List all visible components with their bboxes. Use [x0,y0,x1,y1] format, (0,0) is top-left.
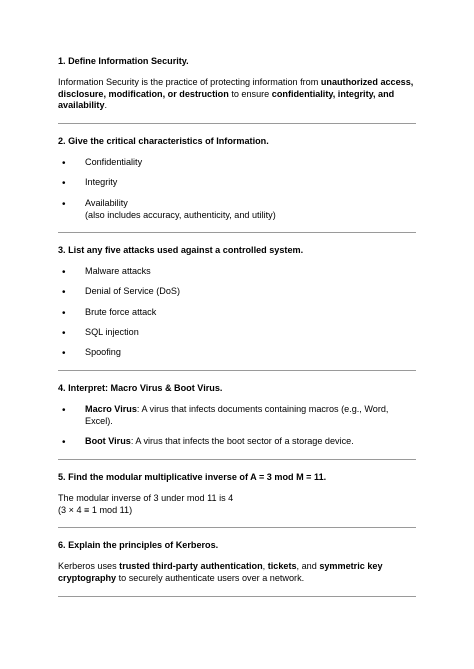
list-item [58,177,416,189]
section-4-title: 4. Interpret: Macro Virus & Boot Virus. [58,383,223,394]
bullet-icon: • [62,437,66,449]
answer-text: Information Security is the practice of protecting information from [58,76,321,87]
characteristics-list [58,157,416,221]
list-item-text: Brute force attack [85,306,157,317]
list-item-text: Spoofing [85,347,121,358]
answer-bold-text: confidentiality, integrity, and availability [58,88,395,111]
answer-bold-text: trusted third-party authentication [119,561,263,572]
attacks-list [58,266,416,359]
list-item [58,327,416,339]
answer-text: , and [296,561,320,572]
section-divider [58,123,416,124]
answer-bold-text: unauthorized access, disclosure, modification, or destruction [58,76,414,99]
section-5-answer [58,493,416,517]
section-3-title: 3. List any five attacks used against a controlled system. [58,245,304,256]
answer-line: The modular inverse of 3 under mod 11 is 4 [58,492,234,503]
section-divider [58,459,416,460]
bullet-icon: • [62,267,66,279]
section-6-title: 6. Explain the principles of Kerberos. [58,540,219,551]
list-item-text: SQL injection [85,327,139,338]
list-item-text: Confidentiality [85,157,143,168]
section-divider [58,527,416,528]
list-item-text: Denial of Service (DoS) [85,286,181,297]
section-6-answer [58,561,416,585]
list-item-term: Boot Virus [85,436,131,447]
list-item-text: Malware attacks [85,266,151,277]
answer-bold-text: symmetric key cryptography [58,561,383,583]
section-5-title: 5. Find the modular multiplicative inverse of A = 3 mod M = 11. [58,471,327,482]
section-2-title: 2. Give the critical characteristics of Information. [58,136,269,147]
list-item [58,347,416,359]
bullet-icon: • [62,198,66,210]
section-divider [58,232,416,233]
list-item [58,436,416,448]
answer-text: Kerberos uses [58,561,120,572]
list-item-text: : A virus that infects documents containing macros (e.g., Word, Excel). [85,404,389,426]
bullet-icon: • [62,328,66,340]
list-item-subtext: (also includes accuracy, authenticity, and utility) [85,209,276,220]
answer-text: . [104,100,108,111]
answer-text: , [262,561,268,572]
section-4 [58,383,416,448]
answer-bold-text: tickets [267,561,297,572]
virus-list [58,404,416,448]
list-item [58,286,416,298]
section-1-title: 1. Define Information Security. [58,56,189,66]
section-6 [58,540,416,584]
list-item [58,266,416,278]
section-2 [58,136,416,221]
list-item [58,157,416,169]
bullet-icon: • [62,178,66,190]
section-3 [58,245,416,359]
list-item-term: Macro Virus [85,404,137,414]
list-item [58,198,416,222]
bullet-icon: • [62,348,66,360]
bullet-icon: • [62,405,66,416]
bullet-icon: • [62,158,66,170]
answer-text: to ensure [228,88,272,99]
bullet-icon: • [62,307,66,319]
bullet-icon: • [62,287,66,299]
section-5 [58,472,416,516]
section-1 [58,56,416,112]
section-divider [58,370,416,371]
section-divider [58,596,416,597]
section-1-answer [58,77,416,112]
list-item [58,404,416,428]
list-item-text: : A virus that infects the boot sector of a storage device. [130,436,354,447]
list-item-text: Integrity [85,177,118,188]
list-item [58,307,416,319]
answer-line: (3 × 4 ≡ 1 mod 11) [58,504,133,515]
list-item-text: Availability [85,197,128,208]
answer-text: to securely authenticate users over a network. [116,573,305,583]
